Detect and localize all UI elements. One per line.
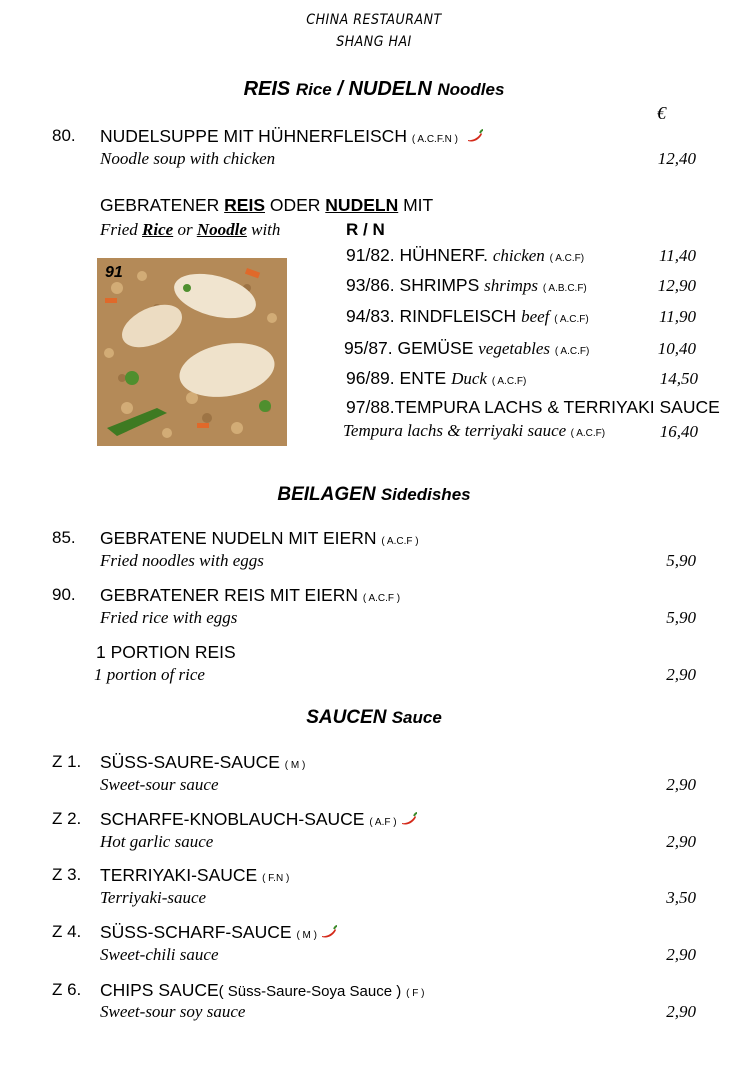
sauce-name-de bbox=[100, 752, 305, 773]
sauce-de: CHIPS SAUCE bbox=[100, 980, 219, 1000]
title-en-noodles: Noodles bbox=[437, 80, 505, 99]
fried-item-price: 12,90 bbox=[657, 276, 696, 295]
fried-item-code: 96/89. ENTE bbox=[346, 368, 447, 388]
sauce-name-de bbox=[100, 865, 289, 886]
sauce-price: 2,90 bbox=[666, 775, 696, 794]
side-de: GEBRATENER REIS MIT EIERN bbox=[100, 585, 359, 605]
fried-en-noodle: Noodle bbox=[196, 220, 247, 239]
sauce-de: SÜSS-SAURE-SAUCE bbox=[100, 752, 280, 772]
title-de-noodles: NUDELN bbox=[348, 78, 432, 100]
sauce-number: Z 4. bbox=[52, 922, 82, 941]
sauce-number: Z 1. bbox=[52, 752, 82, 771]
item-name-en: Fried rice with eggs bbox=[100, 608, 238, 627]
sauce-name-de bbox=[100, 980, 424, 1001]
sauce-de: SÜSS-SCHARF-SAUCE bbox=[100, 922, 292, 942]
fried-rice-photo bbox=[97, 258, 287, 446]
fried-item-row bbox=[344, 338, 589, 359]
fried-item-en: chicken bbox=[492, 246, 545, 265]
fried-de-noodles: NUDELN bbox=[325, 195, 399, 215]
tempura-name-en-row bbox=[343, 421, 605, 441]
sauce-name-en: Terriyaki-sauce bbox=[100, 888, 207, 907]
rice-portion-de: 1 PORTION REIS bbox=[96, 642, 236, 662]
section-title-sauce bbox=[0, 707, 748, 729]
sauce-price: 3,50 bbox=[666, 888, 696, 907]
item-price: 5,90 bbox=[666, 608, 696, 627]
item-name-de bbox=[100, 126, 484, 148]
sauce-number: Z 2. bbox=[52, 809, 82, 828]
fried-item-row bbox=[346, 368, 526, 389]
title-en-sauce: Sauce bbox=[391, 708, 442, 727]
fried-item-row bbox=[346, 306, 589, 327]
sauce-name-en: Sweet-sour sauce bbox=[100, 775, 219, 794]
fried-de-e: MIT bbox=[398, 195, 434, 215]
sauce-price: 2,90 bbox=[666, 1002, 696, 1021]
fried-item-en: shrimps bbox=[484, 276, 538, 295]
allergens: ( A.F ) bbox=[369, 817, 397, 828]
fried-heading-en bbox=[100, 220, 280, 240]
sauce-de: TERRIYAKI-SAUCE bbox=[100, 865, 258, 885]
allergens: ( F.N ) bbox=[262, 873, 290, 884]
allergens: ( A.C.F ) bbox=[381, 536, 419, 547]
allergens: ( M ) bbox=[296, 930, 317, 941]
tempura-price: 16,40 bbox=[659, 422, 698, 441]
item-price: 5,90 bbox=[666, 551, 696, 570]
sauce-price: 2,90 bbox=[666, 945, 696, 964]
fried-item-code: 95/87. GEMÜSE bbox=[344, 338, 474, 358]
allergens: ( A.C.F) bbox=[570, 428, 606, 439]
sauce-name-en: Hot garlic sauce bbox=[100, 832, 214, 851]
fried-heading-de bbox=[100, 195, 433, 216]
allergens: ( A.C.F.N ) bbox=[411, 134, 458, 145]
section-title-sidedishes bbox=[0, 484, 748, 506]
allergens: ( F ) bbox=[406, 988, 425, 999]
restaurant-name-line1: CHINA RESTAURANT bbox=[306, 12, 442, 28]
fried-item-price: 11,90 bbox=[659, 307, 696, 326]
allergens: ( A.B.C.F) bbox=[542, 283, 587, 294]
fried-item-code: 94/83. RINDFLEISCH bbox=[346, 306, 517, 326]
allergens: ( M ) bbox=[284, 760, 306, 771]
fried-en-a: Fried bbox=[100, 220, 143, 239]
fried-en-c: or bbox=[173, 220, 197, 239]
chili-pepper-icon bbox=[320, 923, 338, 944]
item-number: 90. bbox=[52, 585, 76, 604]
fried-item-code: 93/86. SHRIMPS bbox=[346, 275, 480, 295]
title-de-sides: BEILAGEN bbox=[277, 484, 376, 505]
sauce-de: SCHARFE-KNOBLAUCH-SAUCE bbox=[100, 809, 365, 829]
chili-pepper-icon bbox=[466, 127, 484, 148]
fried-item-price: 10,40 bbox=[657, 339, 696, 358]
allergens: ( A.C.F ) bbox=[362, 593, 401, 604]
item-name-de bbox=[100, 528, 419, 549]
sauce-name-en: Sweet-sour soy sauce bbox=[100, 1002, 246, 1021]
fried-item-en: beef bbox=[521, 307, 550, 326]
fried-de-rice: REIS bbox=[224, 195, 265, 215]
fried-item-code: 91/82. HÜHNERF. bbox=[346, 245, 488, 265]
fried-item-en: vegetables bbox=[478, 339, 550, 358]
section-title-rice-noodles bbox=[0, 78, 748, 101]
title-en-rice: Rice bbox=[295, 80, 332, 99]
fried-de-a: GEBRATENER bbox=[100, 195, 225, 215]
allergens: ( A.C.F) bbox=[554, 346, 590, 357]
item80-de: NUDELSUPPE MIT HÜHNERFLEISCH bbox=[100, 126, 407, 146]
title-en-sides: Sidedishes bbox=[380, 485, 471, 504]
item-number: 85. bbox=[52, 528, 76, 547]
sauce-de-extra: ( Süss-Saure-Soya Sauce ) bbox=[218, 983, 402, 1000]
item-name-de bbox=[100, 585, 400, 606]
title-de-sauce: SAUCEN bbox=[306, 707, 387, 728]
item-name-en: Fried noodles with eggs bbox=[100, 551, 264, 570]
sauce-price: 2,90 bbox=[666, 832, 696, 851]
sauce-name-de bbox=[100, 809, 418, 831]
rice-portion-en: 1 portion of rice bbox=[94, 665, 205, 684]
sauce-number: Z 6. bbox=[52, 980, 82, 999]
title-slash: / bbox=[337, 78, 343, 100]
tempura-name-de: 97/88.TEMPURA LACHS & TERRIYAKI SAUCE bbox=[346, 397, 720, 417]
sauce-number: Z 3. bbox=[52, 865, 82, 884]
fried-de-c: ODER bbox=[265, 195, 326, 215]
fried-item-en: Duck bbox=[451, 369, 487, 388]
sauce-name-en: Sweet-chili sauce bbox=[100, 945, 219, 964]
rice-portion-price: 2,90 bbox=[666, 665, 696, 684]
photo-label: 91 bbox=[105, 264, 123, 281]
fried-item-row bbox=[346, 245, 584, 266]
tempura-name-en: Tempura lachs & terriyaki sauce bbox=[343, 421, 567, 440]
allergens: ( A.C.F) bbox=[554, 314, 589, 325]
item-price: 12,40 bbox=[657, 149, 696, 168]
currency-symbol: € bbox=[657, 103, 666, 123]
fried-en-rice: Rice bbox=[142, 220, 174, 239]
fried-en-e: with bbox=[246, 220, 281, 239]
allergens: ( A.C.F) bbox=[491, 376, 527, 387]
chili-pepper-icon bbox=[400, 810, 418, 831]
rice-noodle-label: R / N bbox=[346, 220, 385, 239]
restaurant-name-line2: SHANG HAI bbox=[336, 34, 412, 50]
item-number: 80. bbox=[52, 126, 76, 145]
item-name-en: Noodle soup with chicken bbox=[100, 149, 276, 168]
title-de-rice: REIS bbox=[243, 78, 291, 100]
sauce-name-de bbox=[100, 922, 338, 944]
fried-item-row bbox=[346, 275, 587, 296]
fried-item-price: 11,40 bbox=[659, 246, 696, 265]
side-de: GEBRATENE NUDELN MIT EIERN bbox=[100, 528, 377, 548]
allergens: ( A.C.F) bbox=[549, 253, 585, 264]
fried-item-price: 14,50 bbox=[659, 369, 698, 388]
